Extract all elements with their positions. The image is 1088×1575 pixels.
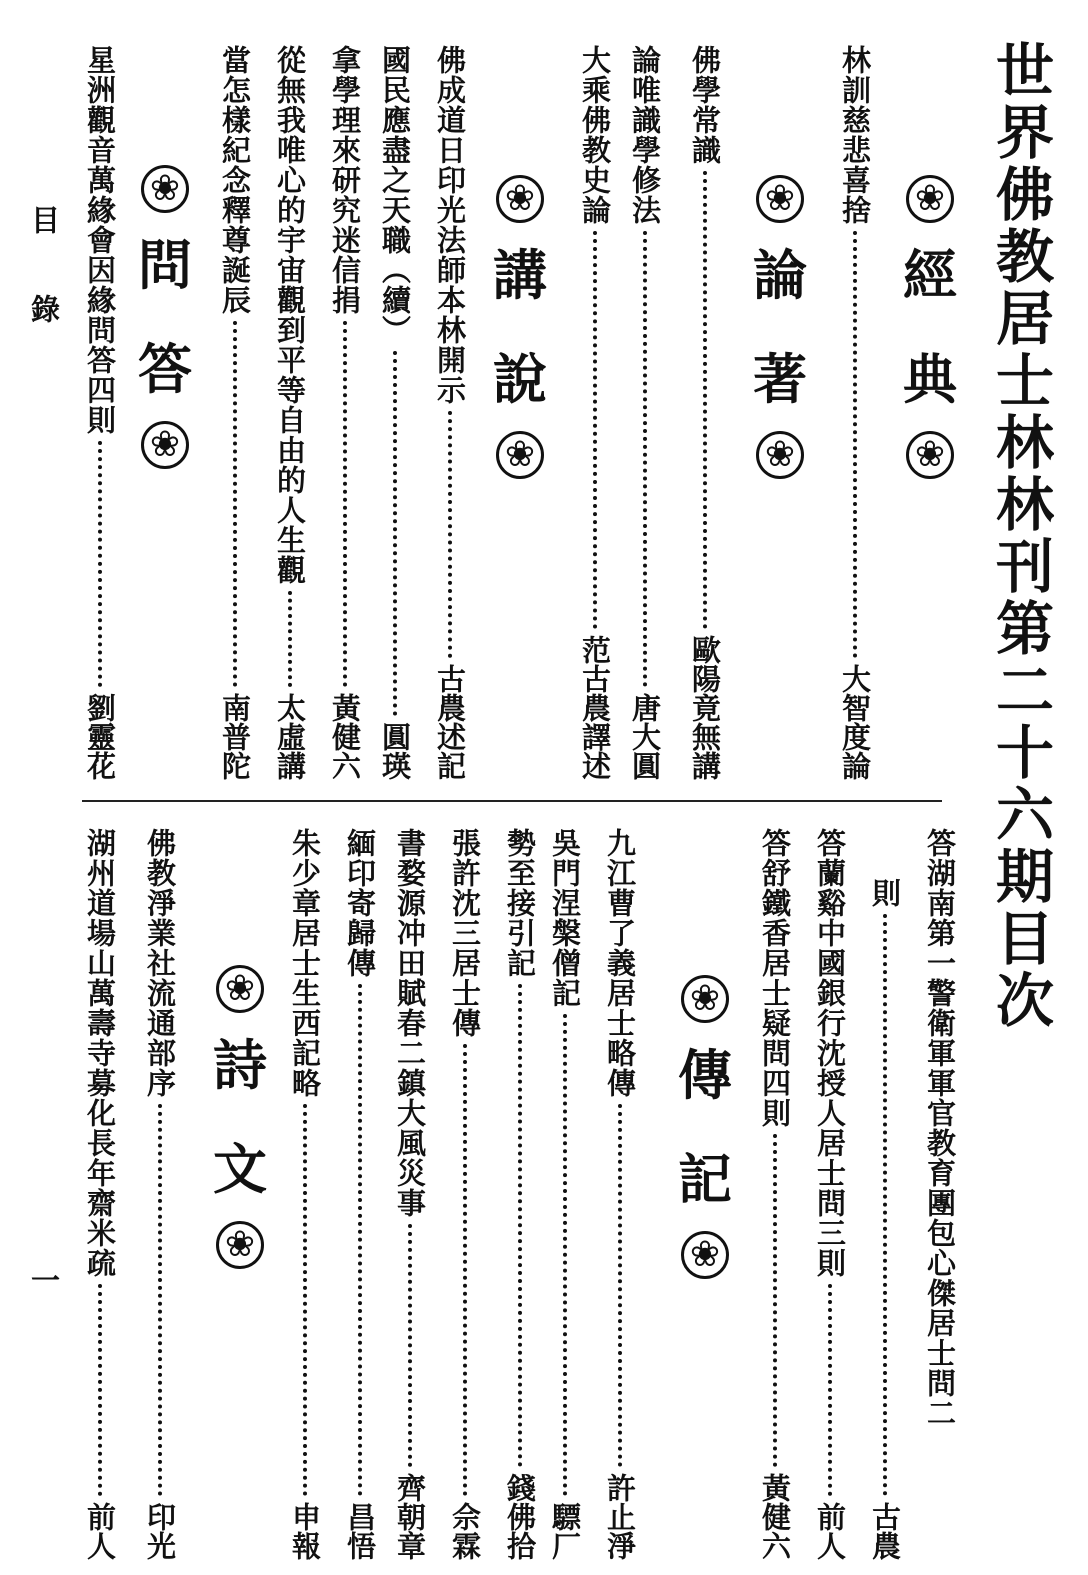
entry-author: 佘霖 <box>448 1502 482 1560</box>
dotted-leader <box>703 171 707 629</box>
toc-entry[interactable] <box>283 828 327 1560</box>
entry-author: 范古農譯述 <box>578 635 612 780</box>
entry-title: 林訓慈悲喜捨 <box>838 45 872 225</box>
toc-entry[interactable] <box>918 828 962 1428</box>
dotted-leader <box>158 1104 162 1496</box>
toc-entry[interactable] <box>388 828 432 1560</box>
section-heading-char: 詩 <box>213 1033 267 1097</box>
section-heading-char: 著 <box>753 347 807 411</box>
toc-entry[interactable] <box>753 828 797 1560</box>
entry-title: 九江曹了義居士略傳 <box>603 828 637 1098</box>
flower-ornament-icon: ❀ <box>756 431 804 479</box>
entry-author: 唐大圓 <box>628 693 662 780</box>
dotted-leader <box>463 1044 467 1496</box>
toc-entry[interactable] <box>543 828 587 1560</box>
entry-title: 國民應盡之天職（續） <box>378 45 412 345</box>
dotted-leader <box>563 1014 567 1496</box>
dotted-leader <box>883 914 887 1496</box>
flower-ornament-icon: ❀ <box>216 965 264 1013</box>
document-title <box>985 40 1055 1032</box>
entry-author: 齊朝章 <box>393 1473 427 1560</box>
section-heading-char: 典 <box>903 347 957 411</box>
section-heading <box>130 165 200 469</box>
entry-author: 前人 <box>83 1502 117 1560</box>
title-text: 世界佛教居士林林刊第二十六期目次 <box>986 40 1054 1032</box>
section-heading-char: 傳 <box>678 1043 732 1107</box>
footer-label-text: 目錄 <box>27 205 61 383</box>
entry-title: 佛成道日印光法師本林開示 <box>433 45 467 405</box>
dotted-leader <box>408 1224 412 1467</box>
entry-author: 歐陽竟無講 <box>688 635 722 780</box>
entry-title: 吳門涅槃僧記 <box>548 828 582 1008</box>
toc-entry[interactable] <box>268 45 312 780</box>
toc-entry[interactable] <box>573 45 617 780</box>
section-heading <box>485 175 555 479</box>
toc-entry[interactable] <box>833 45 877 780</box>
dotted-leader <box>233 321 237 687</box>
toc-entry[interactable] <box>138 828 182 1560</box>
dotted-leader <box>448 411 452 658</box>
entry-title-continuation: 則 <box>868 878 902 908</box>
flower-ornament-icon: ❀ <box>906 431 954 479</box>
dotted-leader <box>518 984 522 1467</box>
entry-author: 劉靈花 <box>83 693 117 780</box>
toc-entry[interactable] <box>78 828 122 1560</box>
dotted-leader <box>288 591 292 687</box>
toc-entry[interactable] <box>598 828 642 1560</box>
entry-author: 黃健六 <box>328 693 362 780</box>
dotted-leader <box>618 1104 622 1467</box>
page-number-text: 一 <box>27 1265 61 1295</box>
entry-author: 昌悟 <box>343 1502 377 1560</box>
entry-title: 張許沈三居士傳 <box>448 828 482 1038</box>
flower-ornament-icon: ❀ <box>496 175 544 223</box>
dotted-leader <box>343 321 347 687</box>
entry-title: 拿學理來研究迷信捐 <box>328 45 362 315</box>
entry-title: 當怎樣紀念釋尊誕辰 <box>218 45 252 315</box>
flower-ornament-icon: ❀ <box>756 175 804 223</box>
dotted-leader <box>98 441 102 687</box>
toc-entry[interactable] <box>213 45 257 780</box>
flower-ornament-icon: ❀ <box>141 165 189 213</box>
entry-title: 書婺源冲田賦春二鎮大風災事 <box>393 828 427 1218</box>
entry-title: 佛教淨業社流通部序 <box>143 828 177 1098</box>
entry-title: 大乘佛教史論 <box>578 45 612 225</box>
toc-entry-continuation[interactable] <box>863 878 907 1560</box>
toc-entry[interactable] <box>443 828 487 1560</box>
entry-title: 勢至接引記 <box>503 828 537 978</box>
flower-ornament-icon: ❀ <box>906 175 954 223</box>
entry-author: 圓瑛 <box>378 722 412 780</box>
entry-title: 星洲觀音萬緣會因緣問答四則 <box>83 45 117 435</box>
entry-author: 古農 <box>868 1502 902 1560</box>
toc-entry[interactable] <box>338 828 382 1560</box>
section-heading <box>745 175 815 479</box>
toc-entry[interactable] <box>498 828 542 1560</box>
entry-title: 從無我唯心的宇宙觀到平等自由的人生觀 <box>273 45 307 585</box>
dotted-leader <box>98 1284 102 1496</box>
flower-ornament-icon: ❀ <box>496 431 544 479</box>
section-heading-char: 問 <box>138 233 192 297</box>
section-heading-char: 文 <box>213 1137 267 1201</box>
entry-author: 古農述記 <box>433 664 467 780</box>
toc-entry[interactable] <box>323 45 367 780</box>
entry-title: 論唯識學修法 <box>628 45 662 225</box>
section-heading <box>670 975 740 1279</box>
entry-author: 前人 <box>813 1502 847 1560</box>
dotted-leader <box>358 984 362 1496</box>
entry-author: 申報 <box>288 1502 322 1560</box>
section-heading <box>895 175 965 479</box>
section-heading-char: 論 <box>753 243 807 307</box>
section-heading <box>205 965 275 1269</box>
section-heading-char: 講 <box>493 243 547 307</box>
entry-author: 錢佛拾 <box>503 1473 537 1560</box>
entry-title: 佛學常識 <box>688 45 722 165</box>
entry-title: 答湖南第一警衛軍軍官教育團包心傑居士問二 <box>923 828 957 1428</box>
dotted-leader <box>643 231 647 687</box>
dotted-leader <box>853 231 857 658</box>
dotted-leader <box>593 231 597 629</box>
footer-label <box>22 205 66 383</box>
entry-author: 印光 <box>143 1502 177 1560</box>
section-heading-char: 答 <box>138 337 192 401</box>
toc-entry[interactable] <box>428 45 472 780</box>
entry-author: 驃厂 <box>548 1502 582 1560</box>
entry-author: 黃健六 <box>758 1473 792 1560</box>
dotted-leader <box>303 1104 307 1496</box>
divider-line <box>82 800 942 802</box>
flower-ornament-icon: ❀ <box>681 1231 729 1279</box>
entry-author: 南普陀 <box>218 693 252 780</box>
entry-title: 湖州道場山萬壽寺募化長年齋米疏 <box>83 828 117 1278</box>
page-number <box>22 1265 66 1295</box>
toc-entry[interactable] <box>623 45 667 780</box>
section-heading-char: 記 <box>678 1147 732 1211</box>
entry-author: 太虛講 <box>273 693 307 780</box>
toc-entry[interactable] <box>683 45 727 780</box>
entry-title: 答蘭谿中國銀行沈授人居士問三則 <box>813 828 847 1278</box>
dotted-leader <box>773 1134 777 1467</box>
dotted-leader <box>828 1284 832 1496</box>
entry-title: 朱少章居士生西記略 <box>288 828 322 1098</box>
entry-author: 大智度論 <box>838 664 872 780</box>
flower-ornament-icon: ❀ <box>216 1221 264 1269</box>
toc-entry[interactable] <box>373 45 417 780</box>
entry-title: 答舒鐵香居士疑問四則 <box>758 828 792 1128</box>
entry-title: 緬印寄歸傳 <box>343 828 377 978</box>
entry-author: 許止淨 <box>603 1473 637 1560</box>
section-heading-char: 說 <box>493 347 547 411</box>
dotted-leader <box>393 351 397 716</box>
section-heading-char: 經 <box>903 243 957 307</box>
toc-entry[interactable] <box>78 45 122 780</box>
toc-entry[interactable] <box>808 828 852 1560</box>
flower-ornament-icon: ❀ <box>141 421 189 469</box>
flower-ornament-icon: ❀ <box>681 975 729 1023</box>
